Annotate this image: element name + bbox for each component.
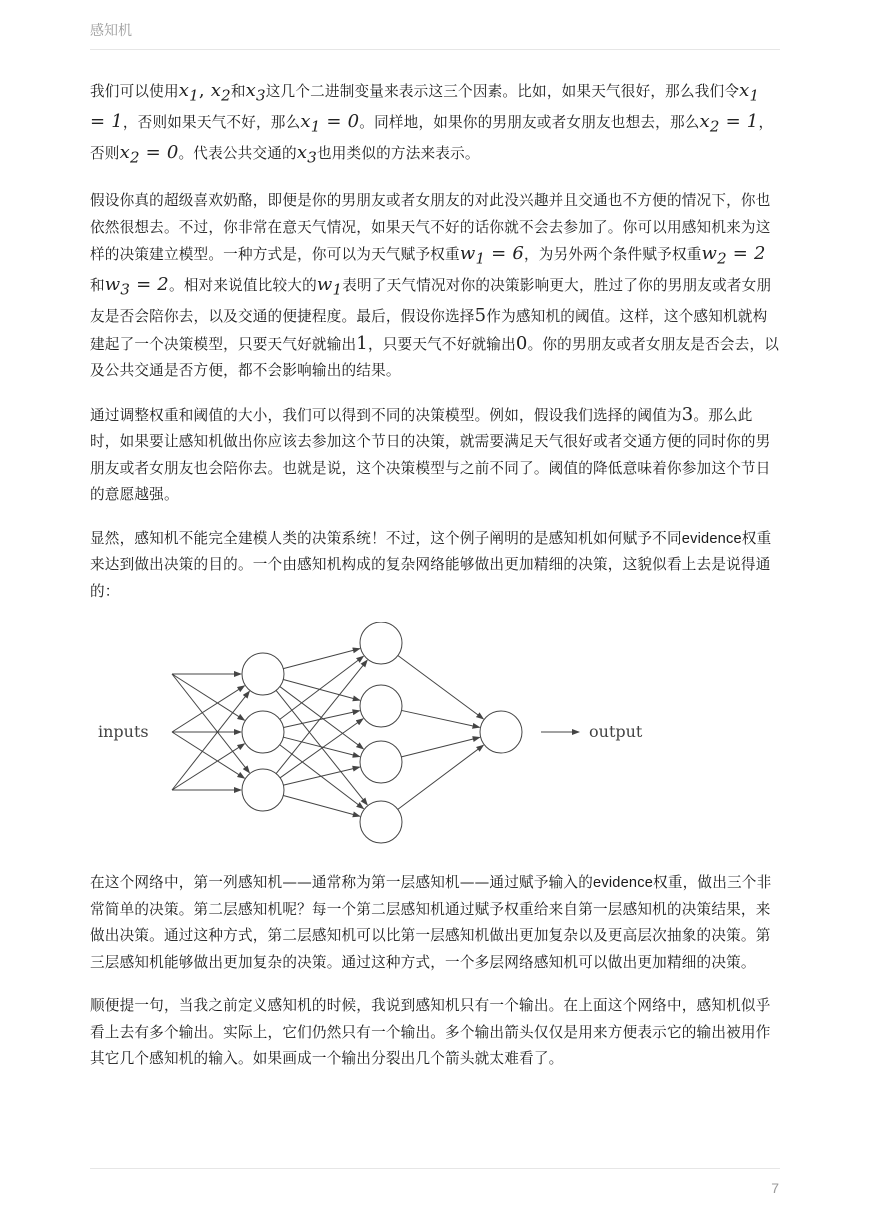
math-x1-equals-1: $x_1 = 1$ bbox=[90, 80, 760, 133]
layer2-perceptron bbox=[360, 741, 402, 783]
input-edge bbox=[172, 674, 244, 720]
math-output-0: 0 bbox=[515, 332, 528, 354]
layer2-perceptron bbox=[360, 622, 402, 664]
math-output-1: 1 bbox=[356, 332, 368, 354]
layer1-perceptron bbox=[242, 711, 284, 753]
inputs-label: inputs bbox=[98, 722, 149, 742]
input-edge bbox=[172, 732, 244, 778]
math-x2-equals-0: $x_2 = 0$ bbox=[119, 142, 179, 167]
page-number: 7 bbox=[771, 1180, 779, 1196]
evidence-term: evidence bbox=[681, 530, 742, 547]
hidden-edge bbox=[280, 657, 364, 720]
math-x3-inline: $x_3$ bbox=[296, 142, 317, 167]
output-edge bbox=[401, 738, 479, 758]
math-threshold-3: 3 bbox=[681, 403, 694, 425]
paragraph-cheese-example: 假设你真的超级喜欢奶酪，即便是你的男朋友或者女朋友的对此没兴趣并且交通也不方便的情况下，你也依然很想去。不过，你非常在意天气情况，如果天气不好的话你就不会去参加了。你可以用感知机来为这样的决策建立模型。一种方式是，你可以为天气赋予权重$w_1 = 6$，为另外两个条件赋予权重$w_2 = 2$和$w_3 = 2$。相对来说值比较大的$w_1$表明了天气情况对你的决策影响更大，胜过了你的男朋友或者女朋友是否会陪你去，以及交通的便捷程度。最后，假设你选择5作为感知机的阈值。这样，这个感知机就构建起了一个决策模型，只要天气好就输出1，只要天气不好就输出0。你的男朋友或者女朋友是否会去，以及公共交通是否方便，都不会影响输出的结果。 bbox=[90, 192, 780, 380]
math-w2-equals-2: $w_2 = 2$ bbox=[701, 243, 766, 268]
math-x2: $x_2$ bbox=[210, 80, 231, 105]
network-nodes bbox=[242, 622, 522, 843]
input-edge bbox=[172, 686, 244, 732]
hidden-edge bbox=[283, 796, 359, 817]
math-x3: $x_3$ bbox=[245, 80, 266, 105]
paragraph-binary-variables: 我们可以使用$x_1$, $x_2$和$x_3$这几个二进制变量来表示这三个因素。比如，如果天气很好，那么我们令$x_1 = 1$，否则如果天气不好，那么$x_1 = 0$。同样地，如果你的男朋友或者女朋友也想去，那么$x_2 = 1$，否则$x_2 = 0$。代表公共交通的$x_3$也用类似的方法来表示。 bbox=[90, 80, 774, 167]
hidden-edge bbox=[283, 768, 359, 786]
running-header: 感知机 bbox=[90, 23, 132, 39]
layer1-perceptron bbox=[242, 769, 284, 811]
paragraph-layers-explanation: 在这个网络中，第一列感知机——通常称为第一层感知机——通过赋予输入的evidence权重，做出三个非常简单的决策。第二层感知机呢？每一个第二层感知机通过赋予权重给来自第一层感知机的决策结果，来做出决策。通过这种方式，第二层感知机可以比第一层感知机做出更加复杂以及更高层次抽象的决策。第三层感知机能够做出更加复杂的决策。通过这种方式，一个多层网络感知机可以做出更加精细的决策。 bbox=[90, 874, 772, 971]
output-edge bbox=[402, 711, 480, 728]
footer-divider bbox=[90, 1168, 780, 1169]
network-edges bbox=[172, 649, 483, 817]
hidden-edge bbox=[283, 649, 359, 669]
input-edge bbox=[172, 744, 244, 790]
layer1-perceptron bbox=[242, 653, 284, 695]
network-diagram bbox=[90, 622, 780, 854]
paragraph-threshold-adjustment: 通过调整权重和阈值的大小，我们可以得到不同的决策模型。例如，假设我们选择的阈值为3。那么此时，如果要让感知机做出你应该去参加这个节日的决策，就需要满足天气很好或者交通方便的同时你的男朋友或者女朋友也会陪你去。也就是说，这个决策模型与之前不同了。阈值的降低意味着你参加这个节日的意愿越强。 bbox=[90, 403, 771, 504]
paragraph-network-intro: 显然，感知机不能完全建模人类的决策系统！不过，这个例子阐明的是感知机如何赋予不同evidence权重来达到做出决策的目的。一个由感知机构成的复杂网络能够做出更加精细的决策，这貌似看上去是说得通的： bbox=[90, 529, 772, 600]
math-x1: $x_1$ bbox=[178, 80, 199, 105]
math-threshold-5: 5 bbox=[474, 305, 487, 327]
hidden-edge bbox=[283, 738, 359, 757]
input-edge bbox=[172, 674, 249, 773]
output-edge bbox=[398, 656, 483, 719]
perceptron-network-figure bbox=[90, 622, 780, 854]
paragraph-multiple-outputs: 顺便提一句，当我之前定义感知机的时候，我说到感知机只有一个输出。在上面这个网络中，感知机似乎看上去有多个输出。实际上，它们仍然只有一个输出。多个输出箭头仅仅是用来方便表示它的输出被用作其它几个感知机的输入。如果画成一个输出分裂出几个箭头就太难看了。 bbox=[90, 997, 771, 1068]
header-divider bbox=[90, 49, 780, 50]
hidden-edge bbox=[276, 661, 367, 774]
layer2-perceptron bbox=[360, 685, 402, 727]
math-x1-equals-0: $x_1 = 0$ bbox=[300, 111, 360, 136]
math-w1-inline: $w_1$ bbox=[316, 274, 343, 299]
math-x2-equals-1: $x_2 = 1$ bbox=[699, 111, 759, 136]
output-label: output bbox=[589, 722, 643, 742]
layer3-perceptron bbox=[480, 711, 522, 753]
math-w3-equals-2: $w_3 = 2$ bbox=[104, 274, 169, 299]
math-w1-equals-6: $w_1 = 6$ bbox=[459, 243, 524, 268]
input-edge bbox=[172, 692, 249, 791]
page-content bbox=[90, 78, 780, 1090]
evidence-term: evidence bbox=[593, 875, 654, 892]
layer2-perceptron bbox=[360, 801, 402, 843]
